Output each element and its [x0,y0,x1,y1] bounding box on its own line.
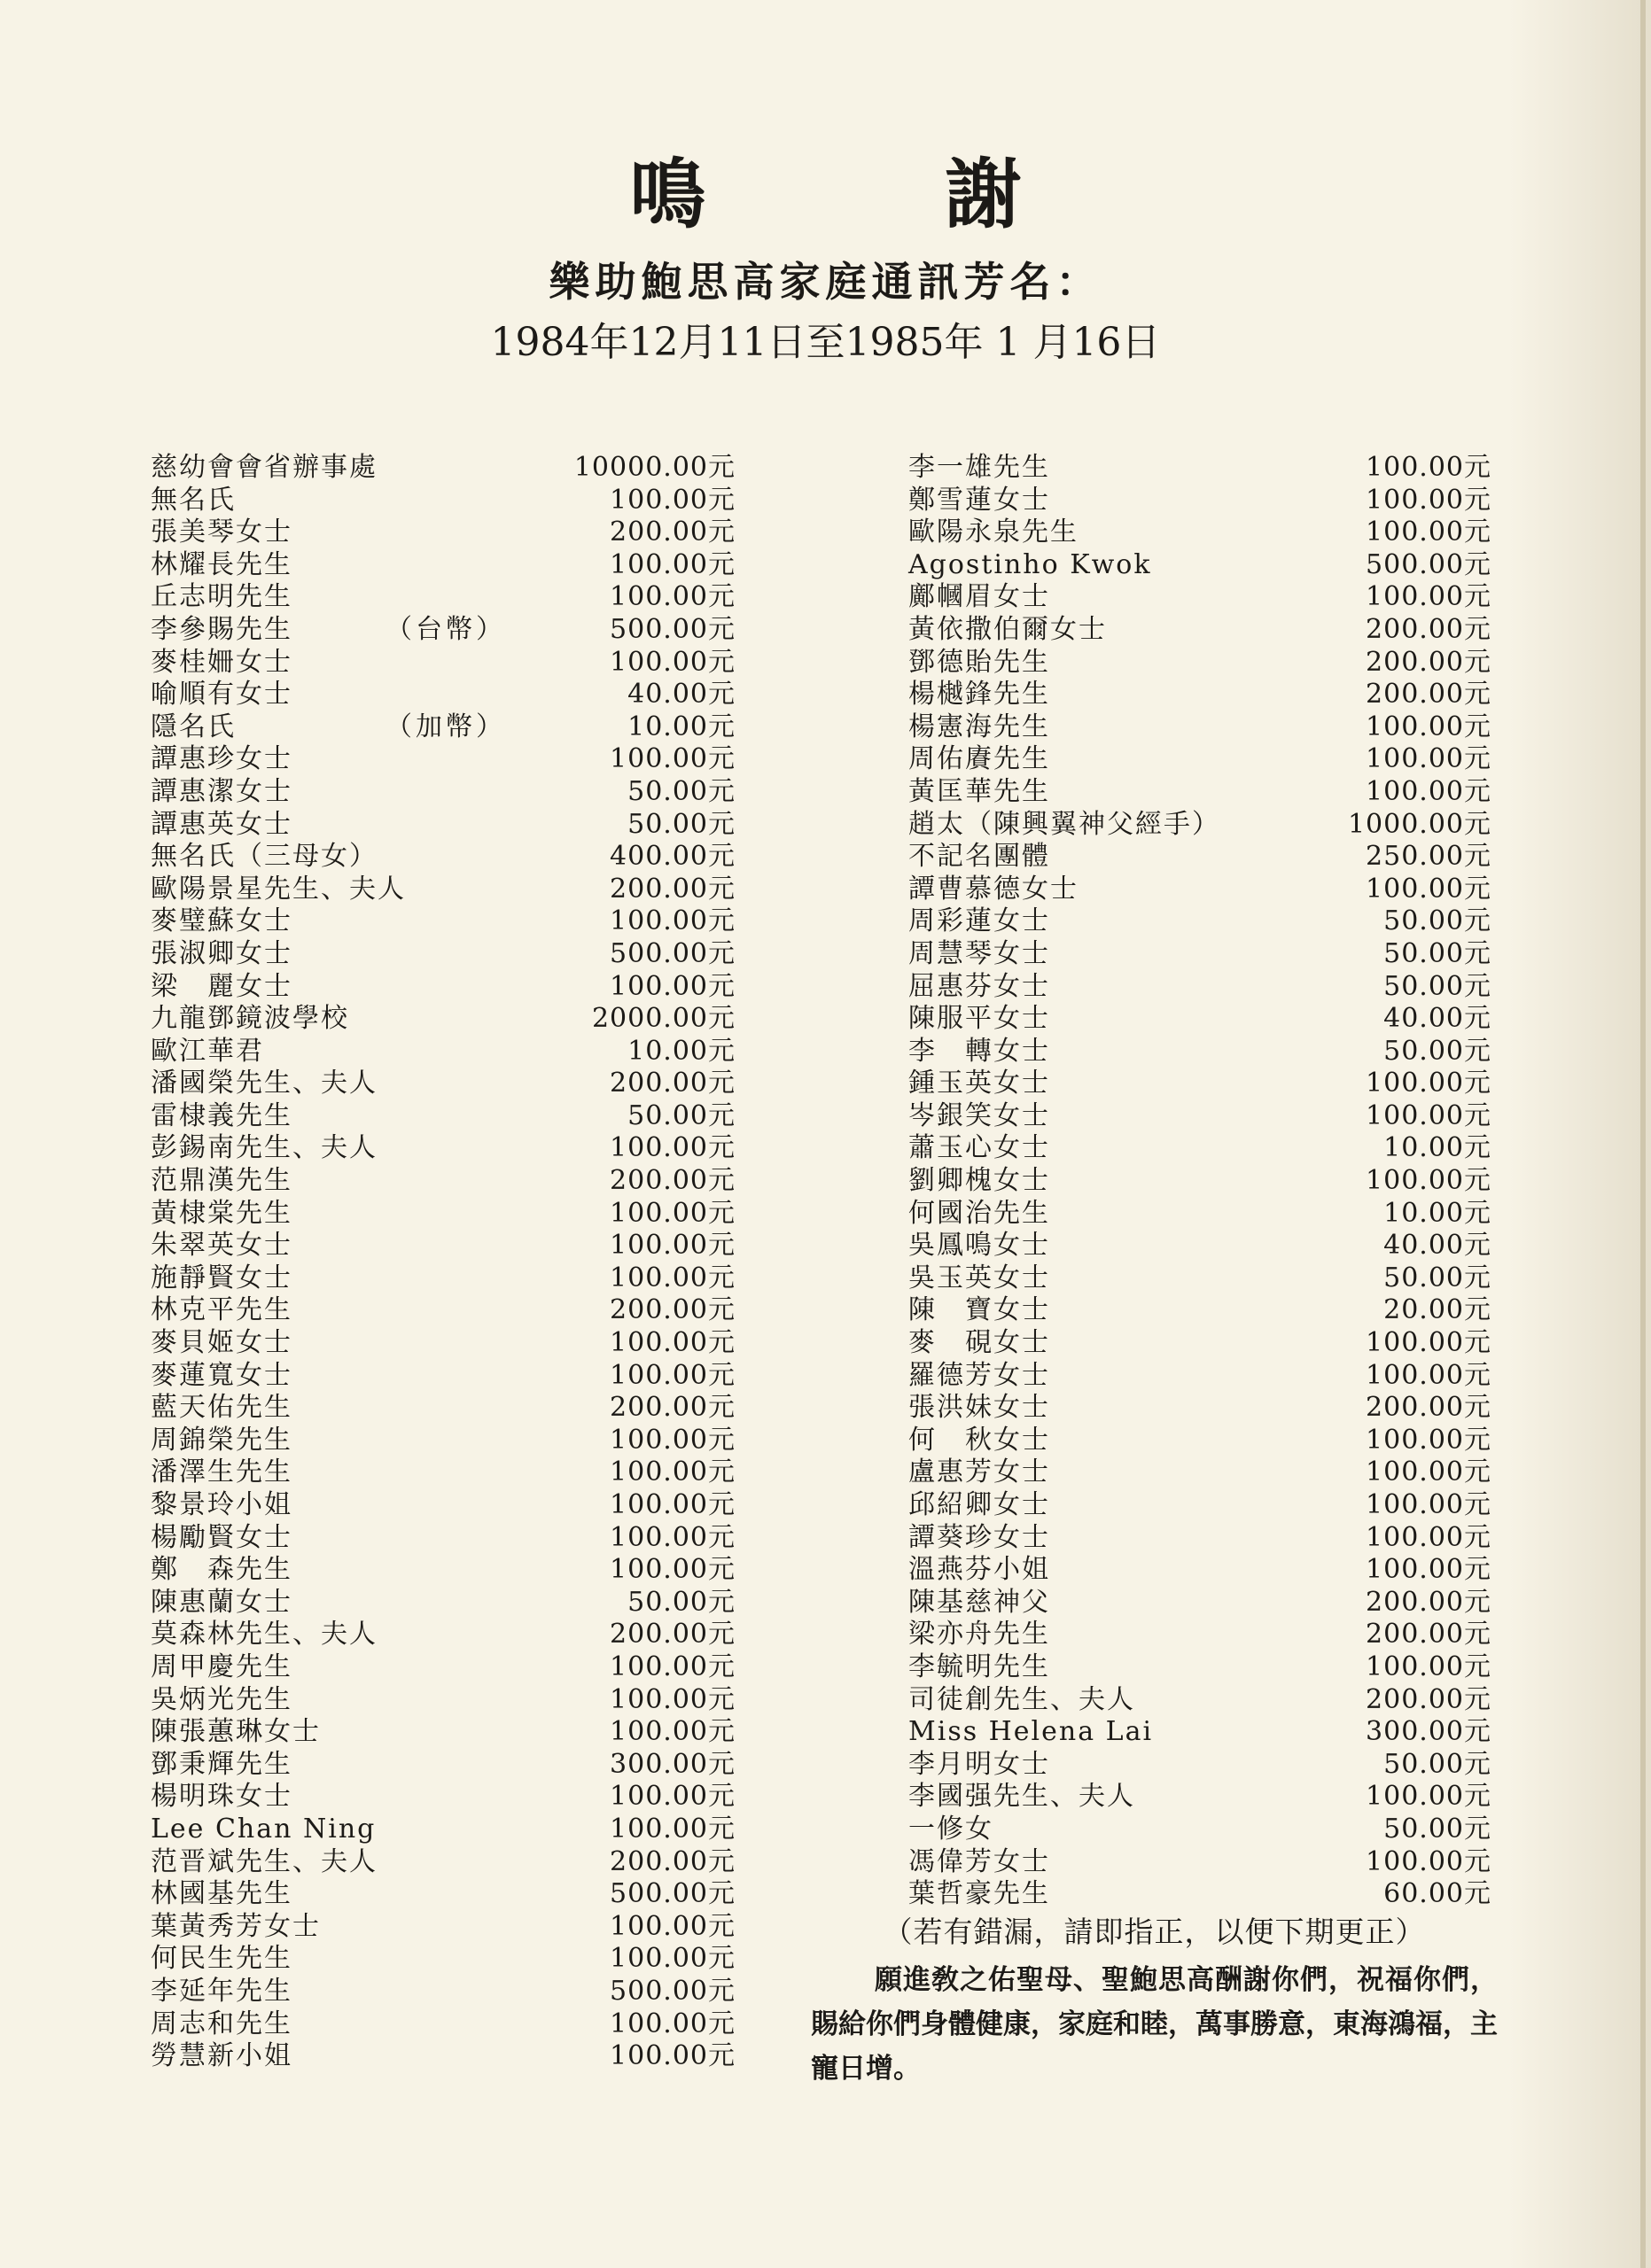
donation-amount: 100.00元 [610,1262,736,1293]
donor-name: 譚葵珍女士 [908,1521,1050,1553]
donation-amount: 300.00元 [610,1748,736,1780]
donation-amount: 50.00元 [1383,1035,1491,1067]
donor-name: 麥桂姍女士 [151,646,292,678]
donor-name: 劉卿槐女士 [908,1165,1050,1197]
donation-amount: 20.00元 [1383,1294,1491,1326]
donation-amount: 100.00元 [1366,1781,1491,1813]
donor-row [908,1814,1491,1846]
donor-row [908,1619,1491,1651]
donation-amount: 50.00元 [627,808,736,840]
donation-amount: 10.00元 [1383,1197,1491,1229]
donor-name: 司徒創先生、夫人 [908,1683,1135,1715]
donor-row [908,1198,1491,1231]
donation-amount: 50.00元 [1383,1813,1491,1845]
donor-row [908,1781,1491,1814]
donor-name: 譚惠潔女士 [151,775,292,807]
donor-row [908,1522,1491,1555]
donation-amount: 2000.00元 [591,1003,736,1035]
donor-name: 周志和先生 [151,2008,292,2039]
donation-amount: 100.00元 [610,1132,736,1164]
donor-name: 羅德芳女士 [908,1359,1050,1391]
donor-name: 不記名團體 [908,841,1050,873]
donor-row [151,517,736,549]
donor-name: 范晋斌先生、夫人 [151,1845,378,1877]
donor-row [151,1554,736,1587]
donor-name: 施靜賢女士 [151,1262,292,1293]
donor-list-right [908,452,1491,1911]
donor-name: 溫燕芬小姐 [908,1554,1050,1586]
donation-amount: 50.00元 [1383,937,1491,969]
donor-name: 彭錫南先生、夫人 [151,1132,378,1164]
donor-row [908,1262,1491,1295]
donation-amount: 100.00元 [610,1489,736,1520]
donor-row [151,1327,736,1360]
donor-name: 鄺幗眉女士 [908,581,1050,613]
donor-name: 藍天佑先生 [151,1392,292,1424]
donation-amount: 50.00元 [1383,970,1491,1002]
donor-name: 陳惠蘭女士 [151,1586,292,1618]
donation-amount: 100.00元 [610,2040,736,2072]
donation-amount: 100.00元 [1366,1165,1491,1197]
donor-row [908,1392,1491,1425]
donor-name: 林國基先生 [151,1878,292,1910]
donor-row [908,1716,1491,1749]
donor-row [151,1684,736,1717]
donation-amount: 100.00元 [610,1456,736,1488]
donor-row [908,905,1491,938]
donation-amount: 100.00元 [1366,1068,1491,1099]
donor-name: 范鼎漢先生 [151,1165,292,1197]
donor-name: 鄭 森先生 [151,1554,292,1586]
donation-amount: 300.00元 [1366,1716,1491,1748]
donation-amount: 50.00元 [1383,1748,1491,1780]
donor-name: 蕭玉心女士 [908,1132,1050,1164]
donor-row [151,1846,736,1879]
donor-name: 雷棣義先生 [151,1099,292,1131]
donation-amount: 200.00元 [610,1619,736,1651]
donor-row [908,971,1491,1004]
donor-row [908,1068,1491,1100]
donation-amount: 100.00元 [610,1359,736,1391]
donor-name: 吳炳光先生 [151,1683,292,1715]
page-title: 鳴 謝 [629,150,1128,239]
donation-amount: 100.00元 [1366,1456,1491,1488]
donor-name: 譚曹慕德女士 [908,873,1079,905]
donor-row [908,1100,1491,1133]
donor-name: 周彩蓮女士 [908,905,1050,937]
donor-name: 歐陽永泉先生 [908,517,1079,548]
donation-amount: 60.00元 [1383,1878,1491,1910]
donation-amount: 100.00元 [610,1327,736,1359]
donation-amount: 500.00元 [610,1975,736,2007]
donor-row [908,581,1491,614]
donor-name: 黃棣棠先生 [151,1197,292,1229]
donor-name: 無名氏（三母女） [151,841,378,873]
donation-amount: 100.00元 [610,1554,736,1586]
donor-name: 梁亦舟先生 [908,1619,1050,1651]
donation-amount: 100.00元 [610,1910,736,1942]
donor-name: 鄧秉輝先生 [151,1748,292,1780]
donation-amount: 100.00元 [610,484,736,516]
donor-row [908,1749,1491,1782]
donor-row [908,1684,1491,1717]
donor-name: 李月明女士 [908,1748,1050,1780]
donor-row [908,1456,1491,1489]
donor-row [908,485,1491,517]
donor-name: 歐江華君 [151,1035,264,1067]
donation-amount: 10000.00元 [573,452,736,483]
donor-row [908,1036,1491,1068]
donor-name: 陳基慈神父 [908,1586,1050,1618]
donor-name: 楊勵賢女士 [151,1521,292,1553]
donor-name: 林耀長先生 [151,548,292,580]
donation-amount: 100.00元 [610,548,736,580]
donor-row [151,1456,736,1489]
donor-row [151,938,736,971]
donation-amount: 200.00元 [610,1392,736,1424]
closing-section [811,1912,1498,2091]
donor-row [908,1132,1491,1165]
donor-row [151,452,736,485]
currency-note: （加幣） [385,711,506,742]
donation-amount: 200.00元 [610,873,736,905]
donor-row [908,452,1491,485]
donation-amount: 250.00元 [1366,841,1491,873]
donor-name: 李 轉女士 [908,1035,1050,1067]
donation-amount: 100.00元 [610,743,736,775]
donor-name: 喻順有女士 [151,679,292,711]
donation-amount: 50.00元 [627,1099,736,1131]
donor-name: 張洪妹女士 [908,1392,1050,1424]
donor-name: 隱名氏 [151,711,236,742]
donor-row [908,874,1491,906]
donor-name: 麥璧蘇女士 [151,905,292,937]
donor-row [151,1587,736,1619]
donor-row [908,517,1491,549]
donation-amount: 100.00元 [610,1651,736,1682]
donor-name: 馮偉芳女士 [908,1845,1050,1877]
donor-row [908,1489,1491,1522]
donor-name: 陳 寶女士 [908,1294,1050,1326]
date-range: 1984年12月11日至1985年 1 月16日 [490,320,1161,365]
donor-name: 朱翠英女士 [151,1230,292,1262]
donation-amount: 10.00元 [627,1035,736,1067]
donor-row [151,1878,736,1911]
donation-amount: 100.00元 [1366,1327,1491,1359]
donor-name: 麥蓮寬女士 [151,1359,292,1391]
errata-note: （若有錯漏，請即指正，以便下期更正） [883,1915,1426,1949]
donation-amount: 100.00元 [1366,711,1491,742]
donor-name: 譚惠珍女士 [151,743,292,775]
donor-row [151,1165,736,1198]
donation-amount: 200.00元 [1366,1683,1491,1715]
donor-row [908,1327,1491,1360]
donation-amount: 10.00元 [627,711,736,742]
currency-note: （台幣） [385,613,506,645]
donor-row [908,1587,1491,1619]
donor-row [908,1294,1491,1327]
donation-amount: 50.00元 [627,775,736,807]
donor-name: 九龍鄧鏡波學校 [151,1003,349,1035]
donation-amount: 200.00元 [1366,613,1491,645]
donation-amount: 100.00元 [1366,1651,1491,1682]
donation-amount: 400.00元 [610,841,736,873]
donor-name: 李國强先生、夫人 [908,1781,1135,1813]
donor-row [908,1425,1491,1457]
donor-name: 周慧琴女士 [908,937,1050,969]
donor-name: 吳玉英女士 [908,1262,1050,1293]
donor-name: 黃匡華先生 [908,775,1050,807]
donor-row [908,549,1491,582]
donor-row [151,1911,736,1944]
donation-amount: 40.00元 [1383,1003,1491,1035]
donor-row [151,614,736,647]
donation-amount: 100.00元 [1366,484,1491,516]
donor-name: 一修女 [908,1813,993,1845]
donor-name: 何民生先生 [151,1943,292,1975]
donation-amount: 200.00元 [1366,1619,1491,1651]
donor-name: 潘澤生先生 [151,1456,292,1488]
donation-amount: 50.00元 [627,1586,736,1618]
donation-amount: 200.00元 [1366,646,1491,678]
donor-name: 岑銀笑女士 [908,1099,1050,1131]
donor-row [151,1294,736,1327]
donation-amount: 100.00元 [610,1424,736,1456]
donor-row [151,874,736,906]
donation-amount: 100.00元 [610,581,736,613]
donor-name: 歐陽景星先生、夫人 [151,873,406,905]
donor-row [908,743,1491,776]
donor-row [908,776,1491,809]
donation-amount: 40.00元 [1383,1230,1491,1262]
donor-row [151,1068,736,1100]
donor-row [151,1619,736,1651]
donor-row [151,485,736,517]
donor-row [151,1132,736,1165]
donation-amount: 100.00元 [1366,1489,1491,1520]
donor-name: 鄧德貽先生 [908,646,1050,678]
donor-name: 張美琴女士 [151,517,292,548]
donation-amount: 200.00元 [610,1294,736,1326]
donor-name: 李一雄先生 [908,452,1050,483]
donor-row [151,2040,736,2073]
donor-row [151,647,736,680]
donation-amount: 100.00元 [1366,873,1491,905]
donation-amount: 100.00元 [1366,1521,1491,1553]
donor-name: 李參賜先生 [151,613,292,645]
donor-name: 鄭雪蓮女士 [908,484,1050,516]
donation-amount: 40.00元 [627,679,736,711]
donor-name: 葉黃秀芳女士 [151,1910,321,1942]
page-subtitle: 樂助鮑思高家庭通訊芳名： [549,258,1102,306]
donor-name: Miss Helena Lai [908,1716,1154,1748]
donation-amount: 100.00元 [1366,452,1491,483]
donor-row [151,1100,736,1133]
donation-amount: 100.00元 [610,1943,736,1975]
donor-name: 黎景玲小姐 [151,1489,292,1520]
donation-amount: 100.00元 [1366,1424,1491,1456]
donor-name: 丘志明先生 [151,581,292,613]
donation-amount: 100.00元 [610,1813,736,1845]
donation-amount: 200.00元 [1366,679,1491,711]
donation-amount: 50.00元 [1383,1262,1491,1293]
donation-amount: 100.00元 [610,1230,736,1262]
donor-row [151,841,736,874]
donor-row [151,971,736,1004]
donation-amount: 100.00元 [1366,1845,1491,1877]
donor-row [151,1749,736,1782]
donation-amount: 100.00元 [1366,743,1491,775]
donor-name: 慈幼會會省辦事處 [151,452,378,483]
donor-name: 鍾玉英女士 [908,1068,1050,1099]
donor-name: 吳鳳鳴女士 [908,1230,1050,1262]
donor-row [151,581,736,614]
donor-row [908,1360,1491,1393]
donor-row [151,1360,736,1393]
donor-name: 麥 硯女士 [908,1327,1050,1359]
donor-row [151,1003,736,1036]
donation-amount: 100.00元 [610,1521,736,1553]
donor-row [908,679,1491,711]
donor-row [908,1846,1491,1879]
donation-amount: 100.00元 [1366,1359,1491,1391]
donation-amount: 100.00元 [610,1716,736,1748]
donor-row [151,1716,736,1749]
donor-name: 麥貝姬女士 [151,1327,292,1359]
donor-row [151,743,736,776]
donation-amount: 500.00元 [1366,548,1491,580]
donor-row [908,1003,1491,1036]
donation-amount: 100.00元 [1366,775,1491,807]
donor-name: 楊明珠女士 [151,1781,292,1813]
donor-row [151,809,736,842]
donor-row [151,1036,736,1068]
donor-row [151,1262,736,1295]
donor-row [151,549,736,582]
donation-amount: 50.00元 [1383,905,1491,937]
donor-row [151,1814,736,1846]
donation-amount: 200.00元 [1366,1392,1491,1424]
donor-name: 莫森林先生、夫人 [151,1619,378,1651]
donation-amount: 100.00元 [1366,517,1491,548]
donor-name: 無名氏 [151,484,236,516]
donor-row [908,1230,1491,1262]
donor-name: 何國治先生 [908,1197,1050,1229]
donor-name: 勞慧新小姐 [151,2040,292,2072]
donor-row [908,1878,1491,1911]
donation-amount: 100.00元 [1366,1554,1491,1586]
donor-name: 周佑賡先生 [908,743,1050,775]
donor-name: 楊樾鋒先生 [908,679,1050,711]
donor-row [908,1165,1491,1198]
donor-row [151,1392,736,1425]
donor-row [151,1489,736,1522]
donation-amount: 200.00元 [610,1165,736,1197]
donor-name: Agostinho Kwok [908,548,1152,580]
donor-row [908,1554,1491,1587]
donation-amount: 500.00元 [610,937,736,969]
donation-amount: 200.00元 [610,517,736,548]
donation-amount: 100.00元 [610,2008,736,2039]
donor-row [908,841,1491,874]
donor-name: 屈惠芬女士 [908,970,1050,1002]
donor-name: 林克平先生 [151,1294,292,1326]
donor-name: 周甲慶先生 [151,1651,292,1682]
donor-row [908,809,1491,842]
donor-row [151,1522,736,1555]
donor-name: 梁 麗女士 [151,970,292,1002]
blessing-text: 願進敎之佑聖母、聖鮑思高酬謝你們，祝福你們，賜給你們身體健康，家庭和睦，萬事勝意，東海鴻福，主寵日增。 [811,1964,1498,2085]
donor-name: 周錦榮先生 [151,1424,292,1456]
donation-amount: 100.00元 [610,1197,736,1229]
donor-name: 趙太（陳興翼神父經手） [908,808,1220,840]
donor-name: 陳張蕙琳女士 [151,1716,321,1748]
donor-row [151,711,736,744]
donor-row [151,1976,736,2008]
donor-row [151,905,736,938]
donor-row [908,938,1491,971]
donor-name: 葉哲豪先生 [908,1878,1050,1910]
donor-row [151,1230,736,1262]
donation-amount: 100.00元 [610,1781,736,1813]
donation-amount: 200.00元 [610,1068,736,1099]
donor-row [151,1651,736,1684]
donor-list-left [151,452,736,2073]
donation-amount: 100.00元 [610,905,736,937]
donor-name: Lee Chan Ning [151,1813,377,1845]
donation-amount: 100.00元 [1366,581,1491,613]
donor-row [151,1943,736,1976]
donation-amount: 200.00元 [1366,1586,1491,1618]
donation-amount: 10.00元 [1383,1132,1491,1164]
donor-name: 張淑卿女士 [151,937,292,969]
donor-row [151,2008,736,2041]
donor-row [151,1781,736,1814]
donor-row [908,1651,1491,1684]
donor-row [908,711,1491,744]
donor-name: 潘國榮先生、夫人 [151,1068,378,1099]
donor-row [151,679,736,711]
donor-row [151,1198,736,1231]
donor-name: 何 秋女士 [908,1424,1050,1456]
donation-amount: 200.00元 [610,1845,736,1877]
donation-amount: 100.00元 [1366,1099,1491,1131]
donation-amount: 1000.00元 [1347,808,1491,840]
donor-name: 楊憲海先生 [908,711,1050,742]
donor-name: 陳服平女士 [908,1003,1050,1035]
donor-name: 譚惠英女士 [151,808,292,840]
donor-name: 李毓明先生 [908,1651,1050,1682]
donor-row [151,776,736,809]
donor-name: 邱紹卿女士 [908,1489,1050,1520]
donor-row [908,614,1491,647]
donor-row [908,647,1491,680]
donor-name: 李延年先生 [151,1975,292,2007]
donation-amount: 100.00元 [610,970,736,1002]
donor-name: 盧惠芳女士 [908,1456,1050,1488]
donation-amount: 100.00元 [610,646,736,678]
donor-name: 黃依撒伯爾女士 [908,613,1107,645]
donation-amount: 100.00元 [610,1683,736,1715]
donor-row [151,1425,736,1457]
donation-amount: 500.00元 [610,1878,736,1910]
donation-amount: 500.00元 [610,613,736,645]
